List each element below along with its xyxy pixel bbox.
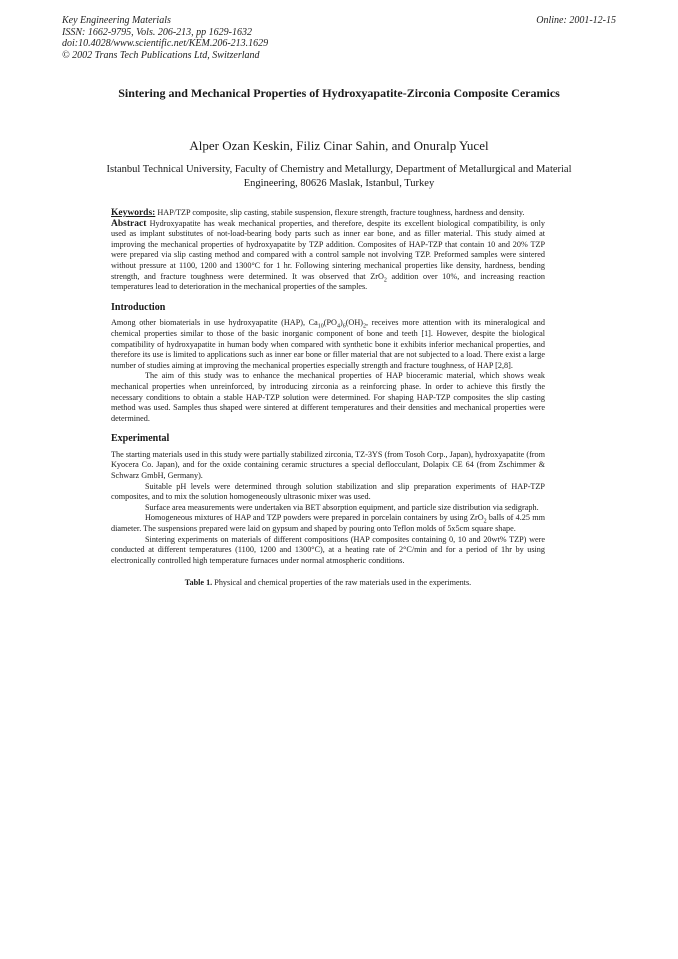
experimental-paragraph-4: Homogeneous mixtures of HAP and TZP powders were prepared in porcelain containers by using ZrO$_2$ balls of 4.25 mm diameter. The suspensions prepared were laid on gypsum and shaped by pouring onto Teflon molds of 5x5cm square shape.	[111, 513, 545, 534]
keywords-text: HAP/TZP composite, slip casting, stabile suspension, flexure strength, fracture toughness, hardness and density.	[157, 208, 525, 217]
experimental-heading: Experimental	[111, 433, 170, 445]
keywords-label: Keywords:	[111, 208, 156, 218]
experimental-paragraph-2: Suitable pH levels were determined through solution stabilization and slip preparation experiments of HAP-TZP composites, and to mix the solution homogeneously ultrasonic mixer was used.	[111, 481, 545, 502]
doi-line: doi:10.4028/www.scientific.net/KEM.206-213.1629	[62, 38, 269, 49]
journal-header	[62, 15, 268, 61]
keywords-paragraph	[111, 208, 545, 219]
abstract-text: Hydroxyapatite has weak mechanical properties, and therefore, despite its excellent biological compatibility, is only used as implant substitutes of not-load-bearing body parts such as inner ear bone, and as filler material. This study aimed at improving the mechanical properties of hydroxyapatite by TZP addition. Composites of HAP-TZP that contain 10 and 20% TZP were prepared via slip casting method and compared with a control sample not involving TZP. Preformed samples were sintered without pressure at 1100, 1200 and 1300°C for 1 hr. Following sintering mechanical properties like density, hardness, bending strength, and fracture toughness were determined. It was observed that ZrO	[111, 218, 546, 281]
abstract-subscript: 2	[383, 277, 387, 284]
paper-body	[111, 208, 545, 589]
abstract-paragraph	[111, 219, 545, 293]
experimental-paragraph-1: The starting materials used in this study were partially stabilized zirconia, TZ-3YS (from Tosoh Corp., Japan), hydroxyapatite (from Kyocera Co. Japan), and for the oxide containing ceramic structures a special deflocculant, Dolapix CE 64 (from Zschimmer & Schwarz GmbH, Germany).	[111, 449, 545, 481]
issn-line: ISSN: 1662-9795, Vols. 206-213, pp 1629-1632	[62, 26, 252, 38]
online-date: Online: 2001-12-15	[536, 15, 616, 26]
introduction-paragraph-1: Among other biomaterials in use hydroxyapatite (HAP), $Ca_{10}(PO_4)_6(OH)_2$, receives more attention with its mineralogical and chemical properties similar to those of the basic inorganic component of bone and teeth [1]. However, despite the biological compatibility of hydroxyapatite in human body when compared with synthetic bone it exhibits inferior mechanical properties, and therefore its use is limited to applications such as inner ear bone or filler material that are not subjected to a load. There exist a large number of studies aiming at improving the mechanical properties especially strength and fracture toughness, of HAP [2,8].	[111, 318, 545, 370]
abstract-label: Abstract	[111, 218, 147, 229]
author-list: Alper Ozan Keskin, Filiz Cinar Sahin, and Onuralp Yucel	[189, 138, 489, 153]
experimental-paragraph-3: Surface area measurements were undertaken via BET absorption equipment, and particle size distribution via sedigraph.	[145, 502, 539, 512]
table-caption	[111, 578, 545, 589]
table-label: Table 1.	[184, 578, 213, 588]
table-caption-text: Physical and chemical properties of the raw materials used in the experiments.	[212, 578, 472, 588]
journal-name: Key Engineering Materials	[62, 15, 171, 26]
copyright-line: © 2002 Trans Tech Publications Ltd, Switzerland	[62, 49, 260, 61]
introduction-heading: Introduction	[111, 301, 166, 313]
affiliation: Istanbul Technical University, Faculty of Chemistry and Metallurgy, Department of Metallurgical and Material Engineering, 80626 Maslak, Istanbul, Turkey	[106, 164, 572, 189]
paper-title: Sintering and Mechanical Properties of Hydroxyapatite-Zirconia Composite Ceramics	[118, 86, 560, 100]
experimental-paragraph-5: Sintering experiments on materials of different compositions (HAP composites containing 0, 10 and 20wt% TZP) were conducted at different temperatures (1100, 1200 and 1300°C), at a heating rate of 2°C/min and for a period of 1hr by using electronically controlled high temperature furnaces under normal atmospheric conditions.	[111, 534, 545, 565]
introduction-paragraph-2: The aim of this study was to enhance the mechanical properties of HAP bioceramic material, which shows weak mechanical properties when unreinforced, by introducing zirconia as a reinforcing phase. In order to achieve this firstly the necessary conditions to obtain a stable HAP-TZP solution were determined. For shaping HAP-TZP composites the slip casting method was used. Samples thus shaped were sintered at different temperatures and their densities and mechanical properties were determined.	[111, 371, 545, 423]
abstract-text-end: addition over 10%, and increasing reaction temperatures lead to deterioration in the mechanical properties of the samples.	[111, 271, 545, 292]
